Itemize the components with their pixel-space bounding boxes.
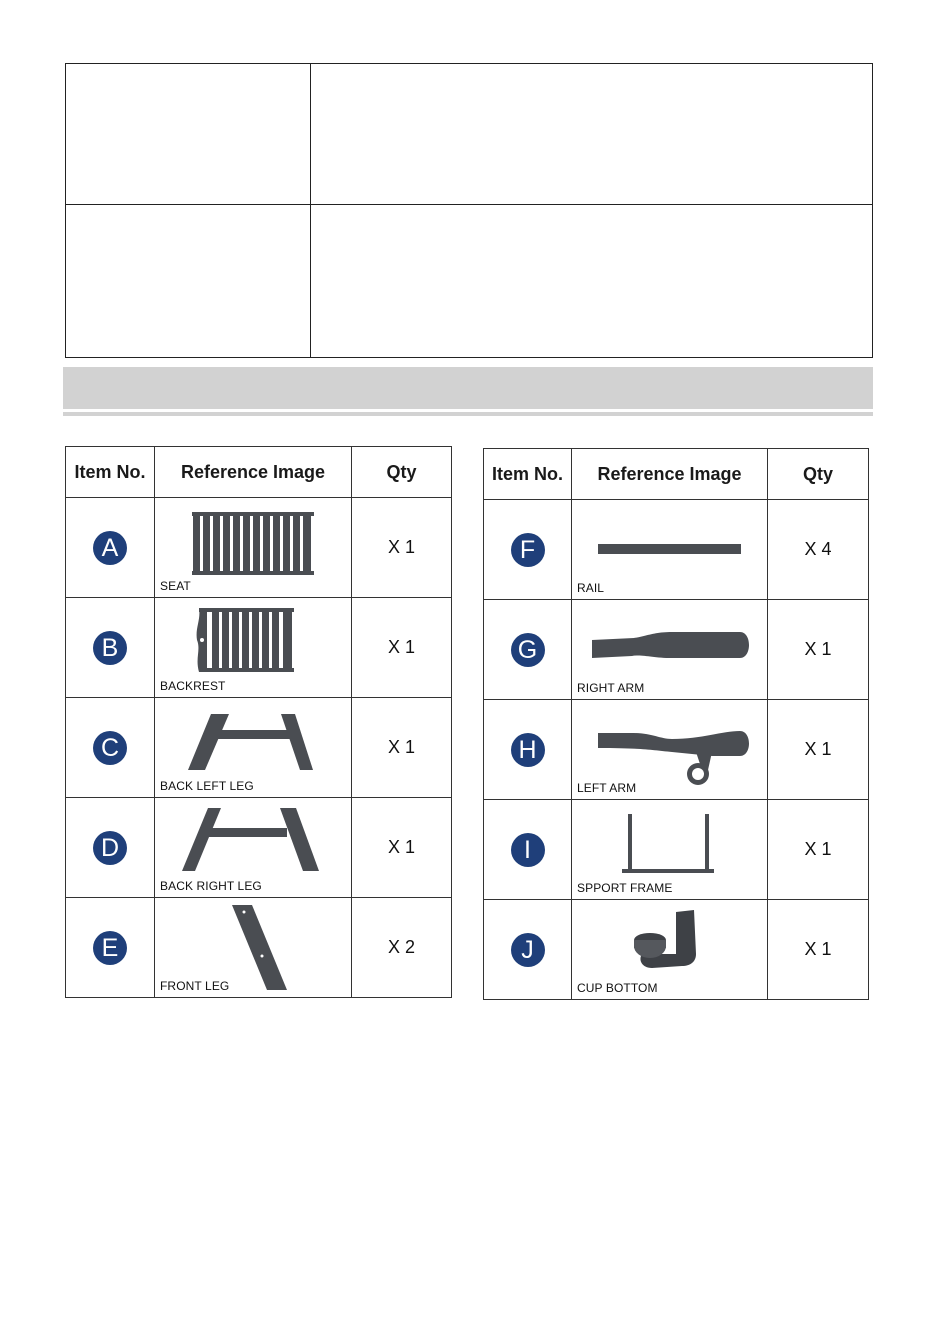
table-row bbox=[484, 700, 869, 800]
table-row bbox=[484, 900, 869, 1000]
part-label: LEFT ARM bbox=[577, 781, 637, 795]
info-row-1 bbox=[66, 64, 872, 205]
item-badge: E bbox=[93, 931, 127, 965]
part-label: RIGHT ARM bbox=[577, 681, 645, 695]
qty-value: X 1 bbox=[352, 598, 452, 698]
qty-value: X 1 bbox=[352, 798, 452, 898]
header-item-no: Item No. bbox=[66, 447, 155, 498]
item-badge: G bbox=[511, 633, 545, 667]
part-label: FRONT LEG bbox=[160, 979, 230, 993]
header-qty: Qty bbox=[352, 447, 452, 498]
qty-value: X 1 bbox=[768, 600, 869, 700]
qty-value: X 1 bbox=[768, 900, 869, 1000]
item-badge: J bbox=[511, 933, 545, 967]
section-header-band bbox=[63, 367, 873, 409]
table-row bbox=[66, 698, 452, 798]
header-reference-image: Reference Image bbox=[155, 447, 352, 498]
qty-value: X 2 bbox=[352, 898, 452, 998]
qty-value: X 1 bbox=[768, 800, 869, 900]
table-row bbox=[66, 498, 452, 598]
table-row bbox=[484, 500, 869, 600]
parts-table-left bbox=[65, 446, 452, 998]
part-label: BACKREST bbox=[160, 679, 226, 693]
table-header-row bbox=[484, 449, 869, 500]
table-row bbox=[66, 598, 452, 698]
item-badge: F bbox=[511, 533, 545, 567]
part-label: RAIL bbox=[577, 581, 605, 595]
part-label: BACK LEFT LEG bbox=[160, 779, 254, 793]
item-badge: H bbox=[511, 733, 545, 767]
table-row bbox=[484, 600, 869, 700]
part-label: SPPORT FRAME bbox=[577, 881, 673, 895]
info-row-2 bbox=[66, 205, 872, 357]
header-item-no: Item No. bbox=[484, 449, 572, 500]
item-badge: A bbox=[93, 531, 127, 565]
part-label: CUP BOTTOM bbox=[577, 981, 658, 995]
item-badge: B bbox=[93, 631, 127, 665]
qty-value: X 1 bbox=[352, 698, 452, 798]
item-badge: C bbox=[93, 731, 127, 765]
header-reference-image: Reference Image bbox=[572, 449, 768, 500]
item-badge: I bbox=[511, 833, 545, 867]
table-row bbox=[66, 798, 452, 898]
table-header-row bbox=[66, 447, 452, 498]
parts-table-right bbox=[483, 448, 869, 1000]
part-label: SEAT bbox=[160, 579, 191, 593]
header-qty: Qty bbox=[768, 449, 869, 500]
empty-info-table bbox=[65, 63, 873, 358]
section-header-rule bbox=[63, 412, 873, 416]
qty-value: X 4 bbox=[768, 500, 869, 600]
item-badge: D bbox=[93, 831, 127, 865]
table-row bbox=[484, 800, 869, 900]
qty-value: X 1 bbox=[768, 700, 869, 800]
part-label: BACK RIGHT LEG bbox=[160, 879, 262, 893]
qty-value: X 1 bbox=[352, 498, 452, 598]
table-row bbox=[66, 898, 452, 998]
